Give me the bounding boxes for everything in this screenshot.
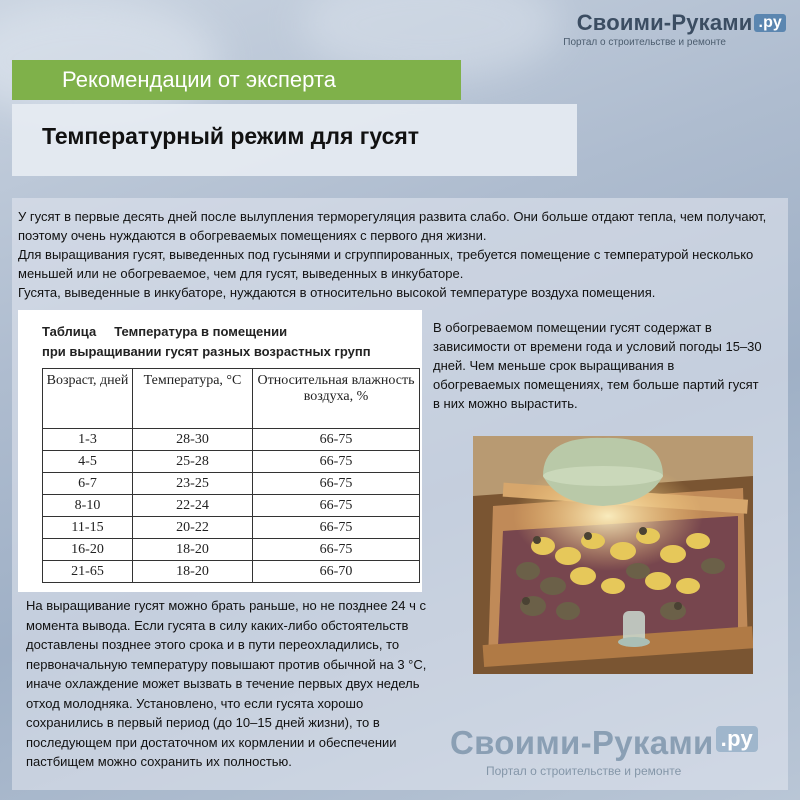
table-caption: [42, 322, 422, 362]
site-logo-bottom[interactable]: [450, 724, 790, 778]
table-row: [43, 539, 420, 561]
logo-tagline: Портал о строительстве и ремонте: [563, 37, 726, 48]
table-row: [43, 561, 420, 583]
table-cell: 66-75: [253, 539, 420, 561]
logo-name: Своими-Руками: [576, 10, 753, 35]
table-row: [43, 473, 420, 495]
table-cell: 66-75: [253, 517, 420, 539]
table-caption-line2: при выращивании гусят разных возрастных групп: [42, 344, 371, 359]
table-row: [43, 451, 420, 473]
table-cell: 66-75: [253, 495, 420, 517]
page-title: Температурный режим для гусят: [42, 123, 420, 149]
title-box: [12, 104, 577, 176]
logo-name: Своими-Руками: [450, 724, 714, 761]
table-row: [43, 517, 420, 539]
expert-banner: [12, 60, 461, 100]
table-cell: 66-70: [253, 561, 420, 583]
table-header-humidity: Относительная влажность воздуха, %: [253, 369, 420, 429]
logo-tagline: Портал о строительстве и ремонте: [486, 764, 682, 778]
table-cell: 66-75: [253, 473, 420, 495]
table-cell: 18-20: [133, 561, 253, 583]
table-cell: 1-3: [43, 429, 133, 451]
table-cell: 20-22: [133, 517, 253, 539]
table-caption-line1: Таблица Температура в помещении: [42, 324, 288, 339]
table-cell: 6-7: [43, 473, 133, 495]
table-cell: 23-25: [133, 473, 253, 495]
expert-banner-text: Рекомендации от эксперта: [62, 67, 336, 92]
temperature-table-card: [18, 310, 422, 592]
goslings-photo-illustration: [473, 436, 753, 674]
table-cell: 25-28: [133, 451, 253, 473]
table-cell: 21-65: [43, 561, 133, 583]
table-cell: 22-24: [133, 495, 253, 517]
table-cell: 4-5: [43, 451, 133, 473]
table-cell: 18-20: [133, 539, 253, 561]
table-header-age: Возраст, дней: [43, 369, 133, 429]
table-cell: 28-30: [133, 429, 253, 451]
logo-ru: .ру: [716, 726, 758, 752]
table-cell: 11-15: [43, 517, 133, 539]
table-cell: 66-75: [253, 429, 420, 451]
table-row: [43, 495, 420, 517]
intro-paragraph: Гусята, выведенные в инкубаторе, нуждаются в относительно высокой температуре воздуха помещения.: [18, 285, 656, 300]
goslings-photo: [473, 436, 753, 674]
temperature-table: [42, 368, 420, 583]
intro-paragraph: Для выращивания гусят, выведенных под гусынями и сгруппированных, требуется помещение с температурой несколько меньшей или не обогреваемое, чем для гусят, выведенных в инкубаторе.: [18, 247, 754, 281]
table-row: [43, 429, 420, 451]
site-logo-top[interactable]: [563, 10, 786, 48]
table-header-temperature: Температура, °С: [133, 369, 253, 429]
bottom-text: На выращивание гусят можно брать раньше, но не позднее 24 ч с момента вывода. Если гусята в силу каких-либо обстоятельств доставлены позднее этого срока и в пути переохладились, то первоначальную температуру повышают против обычной на 3 °С, иначе охлаждение может вызвать в течение первых двух недель отход молодняка. Установлено, что если гусята хорошо сохранились в первый период (до 10–15 дней жизни), то в последующем при достаточном их кормлении и обеспечении пастбищем можно сохранить их полностью.: [26, 598, 427, 769]
table-cell: 16-20: [43, 539, 133, 561]
table-cell: 8-10: [43, 495, 133, 517]
table-cell: 66-75: [253, 451, 420, 473]
intro-paragraph: У гусят в первые десять дней после вылупления терморегуляция развита слабо. Они больше отдают тепла, чем получают, поэтому очень нуждаются в обогреваемых помещениях с первого дня жизни.: [18, 209, 767, 243]
logo-ru: .ру: [754, 14, 786, 32]
side-text: В обогреваемом помещении гусят содержат в зависимости от времени года и условий погоды 15–30 дней. Чем меньше срок выращивания в обогреваемых помещениях, тем больше партий гусят в них можно вырастить.: [433, 320, 762, 411]
intro-text: [18, 207, 778, 302]
